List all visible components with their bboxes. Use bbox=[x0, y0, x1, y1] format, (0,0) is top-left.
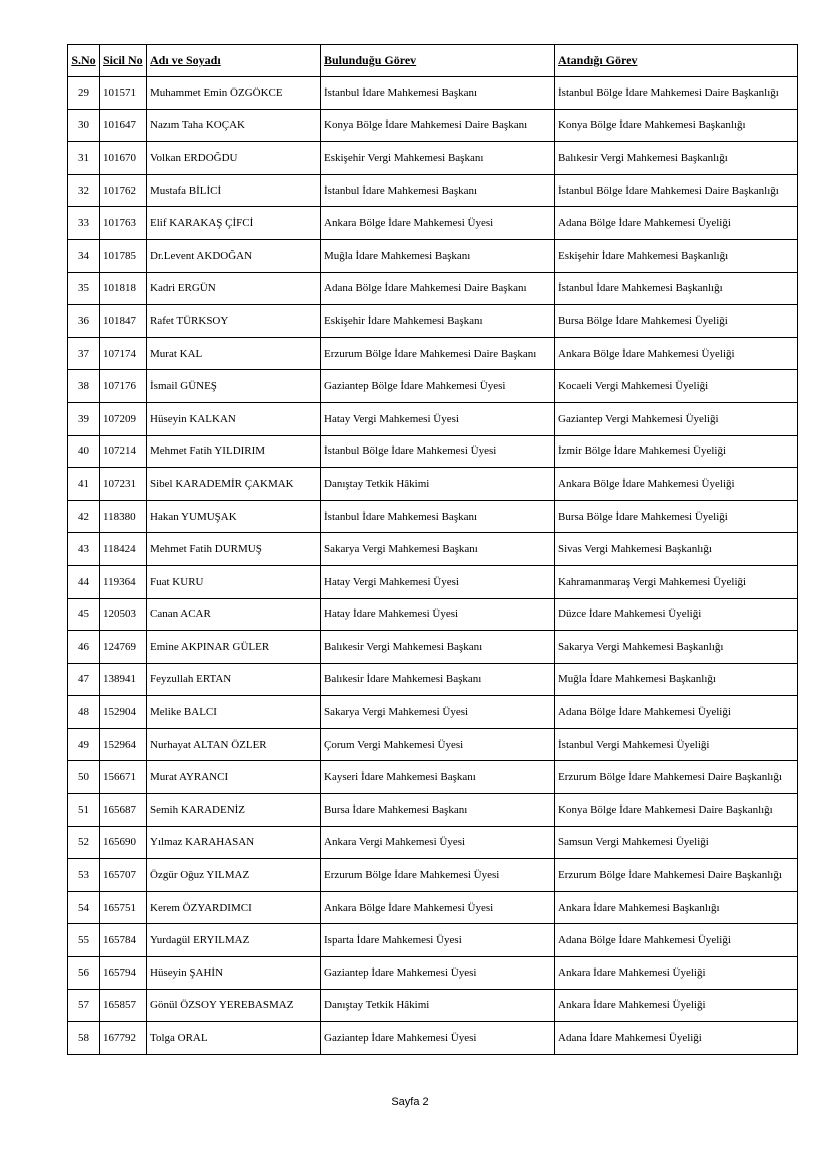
cell-name: Nazım Taha KOÇAK bbox=[147, 109, 321, 142]
cell-current-post: İstanbul Bölge İdare Mahkemesi Üyesi bbox=[321, 435, 555, 468]
table-row bbox=[68, 142, 798, 175]
cell-current-post: Eskişehir İdare Mahkemesi Başkanı bbox=[321, 305, 555, 338]
table-row bbox=[68, 239, 798, 272]
table-header-row bbox=[68, 45, 798, 77]
cell-current-post: Adana Bölge İdare Mahkemesi Daire Başkanı bbox=[321, 272, 555, 305]
cell-sicil-no: 165707 bbox=[100, 859, 147, 892]
cell-name: Murat AYRANCI bbox=[147, 761, 321, 794]
cell-sicil-no: 101670 bbox=[100, 142, 147, 175]
header-name: Adı ve Soyadı bbox=[147, 45, 321, 77]
table-row bbox=[68, 891, 798, 924]
cell-sicil-no: 120503 bbox=[100, 598, 147, 631]
cell-current-post: Balıkesir İdare Mahkemesi Başkanı bbox=[321, 663, 555, 696]
table-row bbox=[68, 1022, 798, 1055]
table-row bbox=[68, 794, 798, 827]
cell-sicil-no: 107214 bbox=[100, 435, 147, 468]
cell-sicil-no: 138941 bbox=[100, 663, 147, 696]
cell-current-post: Balıkesir Vergi Mahkemesi Başkanı bbox=[321, 631, 555, 664]
cell-sno: 43 bbox=[68, 533, 100, 566]
cell-sno: 42 bbox=[68, 500, 100, 533]
table-row bbox=[68, 533, 798, 566]
cell-sno: 47 bbox=[68, 663, 100, 696]
cell-current-post: Gaziantep Bölge İdare Mahkemesi Üyesi bbox=[321, 370, 555, 403]
cell-current-post: Sakarya Vergi Mahkemesi Üyesi bbox=[321, 696, 555, 729]
cell-sno: 51 bbox=[68, 794, 100, 827]
table-row bbox=[68, 435, 798, 468]
cell-sno: 50 bbox=[68, 761, 100, 794]
cell-assigned-post: Kocaeli Vergi Mahkemesi Üyeliği bbox=[555, 370, 798, 403]
cell-sno: 35 bbox=[68, 272, 100, 305]
cell-assigned-post: Sivas Vergi Mahkemesi Başkanlığı bbox=[555, 533, 798, 566]
cell-assigned-post: Samsun Vergi Mahkemesi Üyeliği bbox=[555, 826, 798, 859]
cell-current-post: Kayseri İdare Mahkemesi Başkanı bbox=[321, 761, 555, 794]
cell-name: Hüseyin KALKAN bbox=[147, 402, 321, 435]
cell-sno: 46 bbox=[68, 631, 100, 664]
cell-current-post: Ankara Bölge İdare Mahkemesi Üyesi bbox=[321, 207, 555, 240]
cell-current-post: Sakarya Vergi Mahkemesi Başkanı bbox=[321, 533, 555, 566]
cell-name: Nurhayat ALTAN ÖZLER bbox=[147, 728, 321, 761]
cell-current-post: Konya Bölge İdare Mahkemesi Daire Başkanı bbox=[321, 109, 555, 142]
header-sicil-no: Sicil No bbox=[100, 45, 147, 77]
cell-sno: 29 bbox=[68, 77, 100, 110]
table-row bbox=[68, 565, 798, 598]
cell-sno: 40 bbox=[68, 435, 100, 468]
cell-current-post: Ankara Vergi Mahkemesi Üyesi bbox=[321, 826, 555, 859]
cell-current-post: Isparta İdare Mahkemesi Üyesi bbox=[321, 924, 555, 957]
cell-sno: 56 bbox=[68, 957, 100, 990]
cell-assigned-post: İzmir Bölge İdare Mahkemesi Üyeliği bbox=[555, 435, 798, 468]
cell-current-post: Eskişehir Vergi Mahkemesi Başkanı bbox=[321, 142, 555, 175]
table-row bbox=[68, 109, 798, 142]
cell-name: Murat KAL bbox=[147, 337, 321, 370]
cell-sicil-no: 101763 bbox=[100, 207, 147, 240]
cell-name: Sibel KARADEMİR ÇAKMAK bbox=[147, 468, 321, 501]
cell-current-post: Bursa İdare Mahkemesi Başkanı bbox=[321, 794, 555, 827]
cell-current-post: Gaziantep İdare Mahkemesi Üyesi bbox=[321, 957, 555, 990]
cell-sicil-no: 165784 bbox=[100, 924, 147, 957]
cell-sicil-no: 165857 bbox=[100, 989, 147, 1022]
cell-sicil-no: 165690 bbox=[100, 826, 147, 859]
cell-sicil-no: 101847 bbox=[100, 305, 147, 338]
cell-sicil-no: 119364 bbox=[100, 565, 147, 598]
cell-sicil-no: 101785 bbox=[100, 239, 147, 272]
cell-name: Hüseyin ŞAHİN bbox=[147, 957, 321, 990]
cell-sno: 48 bbox=[68, 696, 100, 729]
cell-assigned-post: Konya Bölge İdare Mahkemesi Daire Başkanlığı bbox=[555, 794, 798, 827]
cell-sno: 55 bbox=[68, 924, 100, 957]
cell-current-post: Erzurum Bölge İdare Mahkemesi Daire Başkanı bbox=[321, 337, 555, 370]
cell-name: Volkan ERDOĞDU bbox=[147, 142, 321, 175]
assignment-table-container bbox=[67, 44, 798, 1055]
table-row bbox=[68, 989, 798, 1022]
cell-current-post: Hatay Vergi Mahkemesi Üyesi bbox=[321, 402, 555, 435]
cell-current-post: İstanbul İdare Mahkemesi Başkanı bbox=[321, 77, 555, 110]
cell-assigned-post: Adana Bölge İdare Mahkemesi Üyeliği bbox=[555, 924, 798, 957]
cell-assigned-post: Ankara İdare Mahkemesi Başkanlığı bbox=[555, 891, 798, 924]
cell-name: Fuat KURU bbox=[147, 565, 321, 598]
table-row bbox=[68, 859, 798, 892]
cell-assigned-post: Bursa Bölge İdare Mahkemesi Üyeliği bbox=[555, 305, 798, 338]
cell-current-post: Gaziantep İdare Mahkemesi Üyesi bbox=[321, 1022, 555, 1055]
cell-sno: 38 bbox=[68, 370, 100, 403]
cell-current-post: Hatay Vergi Mahkemesi Üyesi bbox=[321, 565, 555, 598]
cell-name: Feyzullah ERTAN bbox=[147, 663, 321, 696]
cell-assigned-post: Adana İdare Mahkemesi Üyeliği bbox=[555, 1022, 798, 1055]
cell-sicil-no: 156671 bbox=[100, 761, 147, 794]
cell-current-post: Muğla İdare Mahkemesi Başkanı bbox=[321, 239, 555, 272]
cell-sno: 36 bbox=[68, 305, 100, 338]
cell-name: Mehmet Fatih DURMUŞ bbox=[147, 533, 321, 566]
cell-sno: 30 bbox=[68, 109, 100, 142]
cell-assigned-post: Konya Bölge İdare Mahkemesi Başkanlığı bbox=[555, 109, 798, 142]
table-row bbox=[68, 924, 798, 957]
cell-sicil-no: 107174 bbox=[100, 337, 147, 370]
cell-sno: 31 bbox=[68, 142, 100, 175]
cell-sicil-no: 165751 bbox=[100, 891, 147, 924]
cell-sicil-no: 101762 bbox=[100, 174, 147, 207]
cell-assigned-post: Düzce İdare Mahkemesi Üyeliği bbox=[555, 598, 798, 631]
table-row bbox=[68, 500, 798, 533]
cell-sno: 39 bbox=[68, 402, 100, 435]
cell-name: İsmail GÜNEŞ bbox=[147, 370, 321, 403]
cell-sno: 45 bbox=[68, 598, 100, 631]
cell-assigned-post: İstanbul İdare Mahkemesi Başkanlığı bbox=[555, 272, 798, 305]
cell-assigned-post: Ankara İdare Mahkemesi Üyeliği bbox=[555, 989, 798, 1022]
table-body bbox=[68, 77, 798, 1055]
table-row bbox=[68, 337, 798, 370]
table-row bbox=[68, 631, 798, 664]
table-row bbox=[68, 370, 798, 403]
cell-assigned-post: Balıkesir Vergi Mahkemesi Başkanlığı bbox=[555, 142, 798, 175]
cell-current-post: Hatay İdare Mahkemesi Üyesi bbox=[321, 598, 555, 631]
cell-sno: 33 bbox=[68, 207, 100, 240]
cell-sicil-no: 152964 bbox=[100, 728, 147, 761]
table-row bbox=[68, 305, 798, 338]
cell-sno: 37 bbox=[68, 337, 100, 370]
cell-name: Kerem ÖZYARDIMCI bbox=[147, 891, 321, 924]
cell-name: Mustafa BİLİCİ bbox=[147, 174, 321, 207]
cell-assigned-post: Kahramanmaraş Vergi Mahkemesi Üyeliği bbox=[555, 565, 798, 598]
header-current-post: Bulunduğu Görev bbox=[321, 45, 555, 77]
cell-sno: 53 bbox=[68, 859, 100, 892]
cell-sno: 34 bbox=[68, 239, 100, 272]
cell-current-post: Ankara Bölge İdare Mahkemesi Üyesi bbox=[321, 891, 555, 924]
cell-assigned-post: İstanbul Vergi Mahkemesi Üyeliği bbox=[555, 728, 798, 761]
table-row bbox=[68, 77, 798, 110]
cell-current-post: İstanbul İdare Mahkemesi Başkanı bbox=[321, 174, 555, 207]
cell-assigned-post: Adana Bölge İdare Mahkemesi Üyeliği bbox=[555, 207, 798, 240]
cell-assigned-post: Bursa Bölge İdare Mahkemesi Üyeliği bbox=[555, 500, 798, 533]
cell-assigned-post: Sakarya Vergi Mahkemesi Başkanlığı bbox=[555, 631, 798, 664]
cell-assigned-post: Ankara Bölge İdare Mahkemesi Üyeliği bbox=[555, 337, 798, 370]
cell-name: Yurdagül ERYILMAZ bbox=[147, 924, 321, 957]
cell-sicil-no: 107209 bbox=[100, 402, 147, 435]
cell-current-post: İstanbul İdare Mahkemesi Başkanı bbox=[321, 500, 555, 533]
table-row bbox=[68, 728, 798, 761]
cell-sicil-no: 152904 bbox=[100, 696, 147, 729]
table-row bbox=[68, 826, 798, 859]
page-number: Sayfa 2 bbox=[391, 1096, 429, 1108]
cell-assigned-post: İstanbul Bölge İdare Mahkemesi Daire Başkanlığı bbox=[555, 174, 798, 207]
cell-name: Tolga ORAL bbox=[147, 1022, 321, 1055]
table-row bbox=[68, 207, 798, 240]
table-row bbox=[68, 402, 798, 435]
cell-sno: 41 bbox=[68, 468, 100, 501]
cell-name: Hakan YUMUŞAK bbox=[147, 500, 321, 533]
cell-name: Muhammet Emin ÖZGÖKCE bbox=[147, 77, 321, 110]
cell-assigned-post: Eskişehir İdare Mahkemesi Başkanlığı bbox=[555, 239, 798, 272]
cell-sno: 32 bbox=[68, 174, 100, 207]
cell-name: Dr.Levent AKDOĞAN bbox=[147, 239, 321, 272]
table-row bbox=[68, 663, 798, 696]
cell-assigned-post: Gaziantep Vergi Mahkemesi Üyeliği bbox=[555, 402, 798, 435]
table-row bbox=[68, 174, 798, 207]
cell-assigned-post: Erzurum Bölge İdare Mahkemesi Daire Başkanlığı bbox=[555, 859, 798, 892]
cell-sno: 52 bbox=[68, 826, 100, 859]
cell-sicil-no: 165687 bbox=[100, 794, 147, 827]
cell-assigned-post: Ankara Bölge İdare Mahkemesi Üyeliği bbox=[555, 468, 798, 501]
cell-sicil-no: 107231 bbox=[100, 468, 147, 501]
cell-assigned-post: İstanbul Bölge İdare Mahkemesi Daire Başkanlığı bbox=[555, 77, 798, 110]
cell-sicil-no: 124769 bbox=[100, 631, 147, 664]
cell-assigned-post: Erzurum Bölge İdare Mahkemesi Daire Başkanlığı bbox=[555, 761, 798, 794]
cell-sno: 44 bbox=[68, 565, 100, 598]
cell-sno: 57 bbox=[68, 989, 100, 1022]
table-row bbox=[68, 957, 798, 990]
cell-current-post: Danıştay Tetkik Hâkimi bbox=[321, 468, 555, 501]
cell-sicil-no: 101571 bbox=[100, 77, 147, 110]
cell-name: Semih KARADENİZ bbox=[147, 794, 321, 827]
cell-name: Yılmaz KARAHASAN bbox=[147, 826, 321, 859]
cell-assigned-post: Adana Bölge İdare Mahkemesi Üyeliği bbox=[555, 696, 798, 729]
cell-name: Emine AKPINAR GÜLER bbox=[147, 631, 321, 664]
cell-name: Kadri ERGÜN bbox=[147, 272, 321, 305]
cell-name: Melike BALCI bbox=[147, 696, 321, 729]
cell-assigned-post: Muğla İdare Mahkemesi Başkanlığı bbox=[555, 663, 798, 696]
table-row bbox=[68, 598, 798, 631]
cell-sno: 49 bbox=[68, 728, 100, 761]
assignment-table bbox=[67, 44, 798, 1055]
header-sno: S.No bbox=[68, 45, 100, 77]
cell-name: Özgür Oğuz YILMAZ bbox=[147, 859, 321, 892]
cell-sicil-no: 107176 bbox=[100, 370, 147, 403]
cell-sicil-no: 101647 bbox=[100, 109, 147, 142]
cell-name: Rafet TÜRKSOY bbox=[147, 305, 321, 338]
cell-name: Canan ACAR bbox=[147, 598, 321, 631]
cell-sicil-no: 167792 bbox=[100, 1022, 147, 1055]
cell-current-post: Danıştay Tetkik Hâkimi bbox=[321, 989, 555, 1022]
table-row bbox=[68, 272, 798, 305]
cell-current-post: Çorum Vergi Mahkemesi Üyesi bbox=[321, 728, 555, 761]
table-row bbox=[68, 468, 798, 501]
cell-sicil-no: 118380 bbox=[100, 500, 147, 533]
cell-name: Gönül ÖZSOY YEREBASMAZ bbox=[147, 989, 321, 1022]
header-assigned-post: Atandığı Görev bbox=[555, 45, 798, 77]
cell-sicil-no: 118424 bbox=[100, 533, 147, 566]
cell-sno: 54 bbox=[68, 891, 100, 924]
cell-sno: 58 bbox=[68, 1022, 100, 1055]
cell-assigned-post: Ankara İdare Mahkemesi Üyeliği bbox=[555, 957, 798, 990]
table-row bbox=[68, 696, 798, 729]
cell-sicil-no: 101818 bbox=[100, 272, 147, 305]
cell-name: Elif KARAKAŞ ÇİFCİ bbox=[147, 207, 321, 240]
cell-name: Mehmet Fatih YILDIRIM bbox=[147, 435, 321, 468]
cell-current-post: Erzurum Bölge İdare Mahkemesi Üyesi bbox=[321, 859, 555, 892]
cell-sicil-no: 165794 bbox=[100, 957, 147, 990]
table-row bbox=[68, 761, 798, 794]
